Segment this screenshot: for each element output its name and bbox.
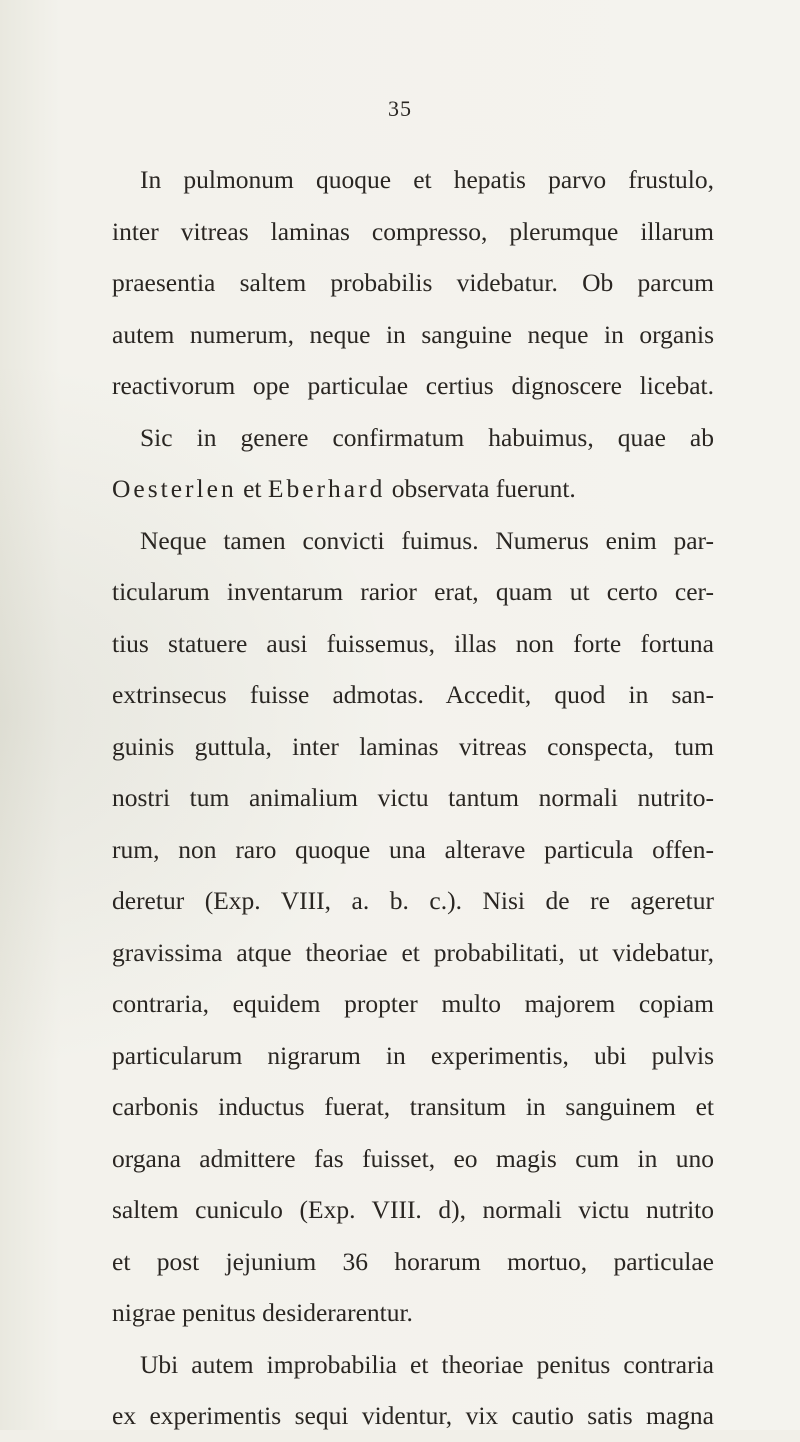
text-line: rum, non raro quoque una alterave particula offen- <box>112 834 714 864</box>
page-number: 35 <box>388 96 412 121</box>
text-line: nostri tum animalium victu tantum normali nutrito- <box>112 783 714 812</box>
text-line: reactivorum ope particulae certius dignoscere licebat. <box>112 371 714 400</box>
text-line: Neque tamen convicti fuimus. Numerus enim par- <box>140 525 714 555</box>
text-line: et post jejunium 36 horarum mortuo, particulae <box>112 1246 714 1276</box>
body-text <box>112 154 714 1442</box>
text-line: guinis guttula, inter laminas vitreas conspecta, tum <box>112 731 714 761</box>
text-line: nigrae penitus desiderarentur. <box>112 1298 413 1327</box>
text-line: organa admittere fas fuisset, eo magis cum in uno <box>112 1143 714 1173</box>
text-line: In pulmonum quoque et hepatis parvo frustulo, <box>140 165 714 194</box>
text-line: ticularum inventarum rarior erat, quam ut certo cer- <box>112 577 714 606</box>
text-line: tius statuere ausi fuissemus, illas non forte fortuna <box>112 628 714 658</box>
author-name: Eberhard <box>267 474 386 503</box>
text-line: contraria, equidem propter multo majorem copiam <box>112 989 714 1018</box>
text-line: extrinsecus fuisse admotas. Accedit, quod in san- <box>112 680 714 709</box>
text-line: autem numerum, neque in sanguine neque in organis <box>112 319 714 349</box>
text-line: gravissima atque theoriae et probabilitati, ut videbatur, <box>112 937 714 967</box>
author-name: Oesterlen <box>112 474 237 503</box>
text-line: praesentia saltem probabilis videbatur. Ob parcum <box>112 268 714 297</box>
text-line: Sic in genere confirmatum habuimus, quae ab <box>140 422 714 452</box>
text-line: carbonis inductus fuerat, transitum in sanguinem et <box>112 1092 714 1121</box>
text-line: deretur (Exp. VIII, a. b. c.). Nisi de re ageretur <box>112 886 714 915</box>
text-line: saltem cuniculo (Exp. VIII. d), normali victu nutrito <box>112 1195 714 1224</box>
text-line: Ubi autem improbabilia et theoriae penitus contraria <box>140 1349 714 1379</box>
text-line: ex experimentis sequi videntur, vix cautio satis magna <box>112 1401 714 1430</box>
text-line: particularum nigrarum in experimentis, ubi pulvis <box>112 1040 714 1070</box>
text-line: inter vitreas laminas compresso, plerumque illarum <box>112 216 714 246</box>
text-line: Oesterlen et Eberhard observata fuerunt. <box>112 474 576 503</box>
